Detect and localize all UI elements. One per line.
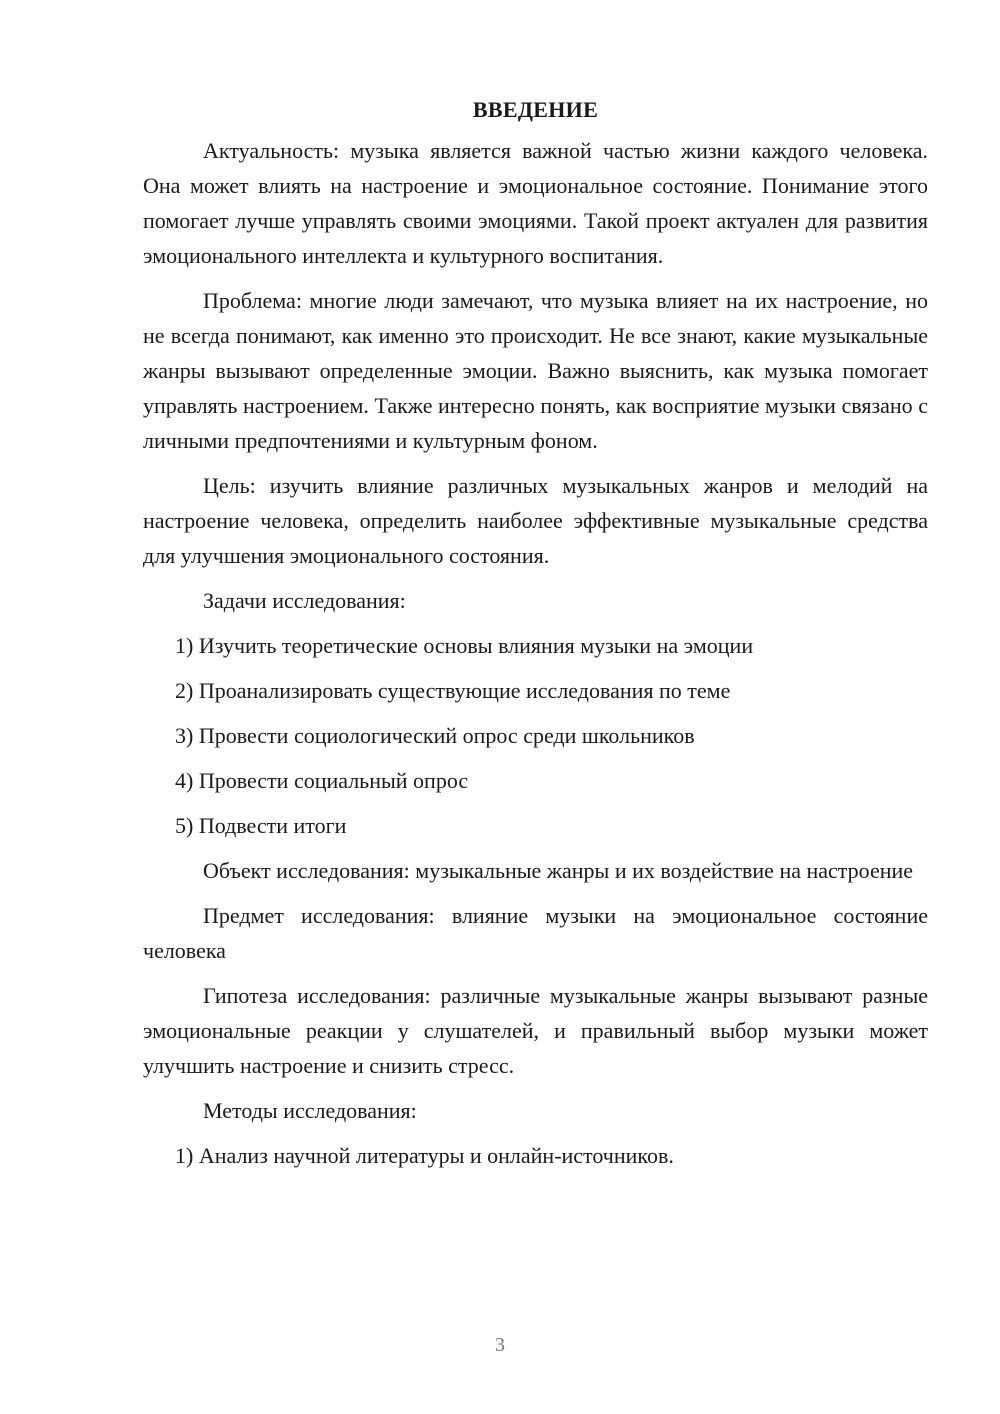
list-item: 2) Проанализировать существующие исследования по теме [175,678,731,703]
object-paragraph: Объект исследования: музыкальные жанры и их воздействие на настроение [203,858,914,883]
problem-paragraph: Проблема: многие люди замечают, что музыка влияет на их настроение, но не всегда понимают, как именно это происходит. Не все знают, какие музыкальные жанры вызывают определенные эмоции. Важно выяснить, как музыка помогает управлять настроением. Также интересно понять, как восприятие музыки связано с личными предпочтениями и культурным фоном. [143,288,928,453]
list-item: 5) Подвести итоги [175,813,347,838]
page-number: 3 [495,1334,505,1356]
list-item: 3) Провести социологический опрос среди школьников [175,723,695,748]
tasks-list [143,628,928,843]
list-item: 4) Провести социальный опрос [175,768,469,793]
hypothesis-paragraph: Гипотеза исследования: различные музыкальные жанры вызывают разные эмоциональные реакции у слушателей, и правильный выбор музыки может улучшить настроение и снизить стресс. [143,983,928,1078]
tasks-label: Задачи исследования: [203,588,406,613]
list-item: 1) Изучить теоретические основы влияния музыки на эмоции [175,633,754,658]
page-title: ВВЕДЕНИЕ [472,97,599,122]
subject-paragraph: Предмет исследования: влияние музыки на эмоциональное состояние человека [143,903,928,963]
list-item: 1) Анализ научной литературы и онлайн-источников. [175,1143,674,1168]
document-page [143,92,928,1183]
goal-paragraph: Цель: изучить влияние различных музыкальных жанров и мелодий на настроение человека, определить наиболее эффективные музыкальные средства для улучшения эмоционального состояния. [143,473,928,568]
methods-label: Методы исследования: [203,1098,417,1123]
relevance-paragraph: Актуальность: музыка является важной частью жизни каждого человека. Она может влиять на настроение и эмоциональное состояние. Понимание этого помогает лучше управлять своими эмоциями. Такой проект актуален для развития эмоционального интеллекта и культурного воспитания. [143,138,928,268]
methods-list [143,1138,928,1173]
